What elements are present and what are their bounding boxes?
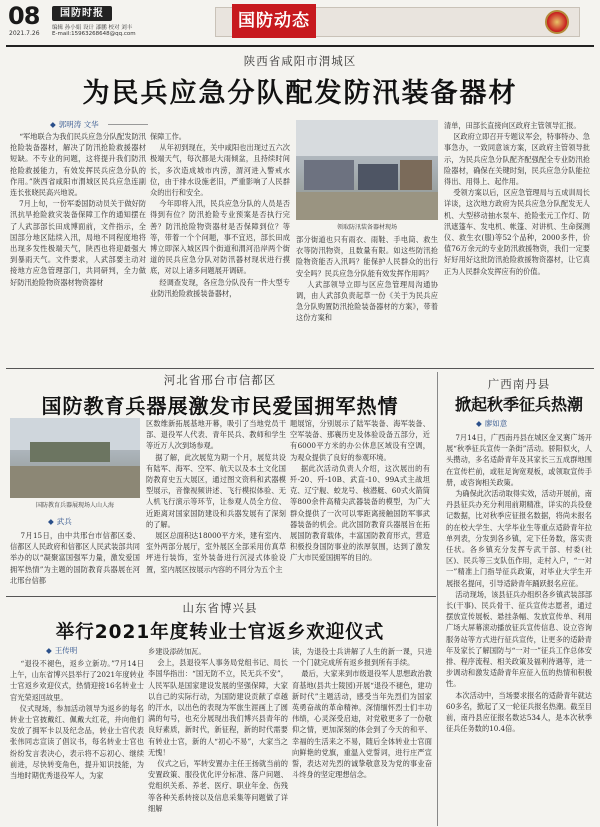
article1-col2: 保障工作。 从年初到现在，关中咸阳也出现过五六次极端天气，每次都是大雨倾盆，且持续时间长，多次造成城市内涝，渭河进入警戒水位，由于排水设施老旧，严重影响了人民群众的出行和安全。 今年即将入汛，民兵应急分队的人员是否得到有位？防汛抢险专业预案是否执行完善？防汛抢险物资器材是否保障到位？等等，带着一个个问题，事不宜迟，部长田成博立即深入城区四个街道和渭河沿岸两个街道的民兵应急分队对防汛器材现状进行摸底，对以上诸多问题展开调研。 经调查发现，各应急分队没有一件大型专业防汛抢险救援装备器材， <box>150 132 290 298</box>
contact-email: E-mail:15963268648@qq.com <box>52 31 136 37</box>
article4-headline: 举行2021年度转业士官返乡欢迎仪式 <box>55 622 385 643</box>
section-title: 国防动态 <box>238 11 310 31</box>
article2-byline-text: 武兵 <box>56 517 72 526</box>
article4-col3: 读，为退役士兵讲解了人生的新一课，只进一个门就完成所有返乡报到所有手续。 最后，大家来到市级退役军人思想政治教育基地(县共士陵园)开展“退役不褪色，建功新时代”主题活动，感受当年先烈们为国家英勇奋战的革命精神。深情缅怀烈士们丰功伟绩，心灵深受启迪，对党敬更多了一份敬仰之情，更加深刻的体会到了今天的和平、幸福的生活来之不易，随后全体转业士官面向鲜艳的党旗，重温入党誓词，进行庄严宣誓，表达对先烈的诚挚敬意及为党的事业奋斗终身的坚定理想信念。 <box>292 647 432 780</box>
article1-photo <box>296 120 438 220</box>
byline-diamond-icon: ◆ <box>476 419 482 428</box>
article1-byline <box>50 119 99 130</box>
article2-photo <box>10 418 140 498</box>
article2-byline <box>48 516 72 527</box>
article1-bottom-rule <box>6 368 594 369</box>
article3-headline: 掀起秋季征兵热潮 <box>454 395 583 414</box>
masthead-date: 2021.7.26 <box>9 30 40 37</box>
article4-col1: “退役不褪色，返乡立新功。”7月14日上午，山东省博兴县举行了2021年度转业士官返乡欢迎仪式，热情迎接16名转业士官光荣返回故里。 仪式现场，参加活动领导为返乡的每名转业士官披戴红、佩戴大红花，并向他们发放了拥军卡以及纪念品，转业士官代表张伟同志宣读了倡议书，每名转业士官也纷纷发言表决心，表示将不忘初心、继续前进，尽快转变角色，提升知识技能，为当地时期优秀退役军人，为家 <box>10 659 144 781</box>
article4-col2: 乡建设添砖加瓦。 会上，县退役军人事务局党组书记、局长李国华指出：“国无防不立，民无兵不安”，人民军队是国家建设发展的坚强保障，大家以自己的实际行动，为国防建设贡献了卓越的汗水，以出色的表现为军旅生涯画上了圆满的句号，也充分展现出我们博兴县青年的良好素质，新时代，新征程，新的时代需要有转业士官，新的人“初心不易”，大家当之无愧！ 仪式之后，军转安置办主任王扬就当前的安置政策、服役优化评分标准、落户问题、党组织关系、养老、医疗、职业年金、伤残等各种关系转接以及信息采集等问题做了详细解 <box>148 647 288 813</box>
article1-byline-text: 郭明涛 文华 <box>58 120 99 129</box>
article4-byline <box>46 645 77 656</box>
article4-byline-text: 王传明 <box>54 646 78 655</box>
banner-emblem <box>545 10 569 34</box>
article3-body: 7月14日，广西南丹县在城区金叉赛广场开展“秋季征兵宣传一条街”活动。骄阳似火，人头攒动，多名适龄青年及其家长三五成群地围在宣传栏前，或驻足询宽观板，或领取宣传手册，或咨询相关政策。 为确保此次活动取得实效，活动开展前，南丹县征兵办充分利用前期精准，详实的兵役登记数据，比对秋季应征报名数据，将尚未报名的在校大学生、大学毕业生等重点适龄青年拉单列表，分发到各乡镇，定下任务数，落实责任状。各乡镇充分发挥专武干部、村委(社区)、民兵等三支队伍作用，走村入户，“一对一”精准上门指导征兵政策，对毕业大学生开展报名提问，引导适龄青年踊跃报名应征。 活动现场，该县征兵办组织各乡镇武装部部长(干事)、民兵骨干、征兵宣传志愿者，通过摆放宣传展板、悬挂条幅、发放宣传单、利用广场大屏幕滚动播放征兵宣传信息、设立咨询服务站等方式进行征兵宣传，让更多的适龄青年及家长了解国防与“一对一”征兵工作总体安排、程序流程、相关政策及福利待遇等，进一步调动和激发适龄青年应征入伍的热情和积极性。 本次活动中，当场要求报名的适龄青年就达60多名，掀起了又一轮征兵报名热潮。截至目前，南丹县应征报名数达534人，是本次秋季征兵任务数的10.4倍。 <box>446 433 592 734</box>
article1-byline-line <box>108 124 148 125</box>
article3-byline <box>476 418 507 429</box>
article1-photo-caption: 领取防汛装备器材现场 <box>336 224 397 231</box>
editors-line: 编辑 孙小娟 设计 漆鹏 校对 刘丰 <box>52 25 133 31</box>
article2-side-divider <box>437 372 438 826</box>
byline-diamond-icon: ◆ <box>48 517 54 526</box>
byline-diamond-icon: ◆ <box>46 646 52 655</box>
article2-bottom-rule <box>6 596 436 597</box>
page-number: 08 <box>8 2 40 30</box>
paper-name-logo <box>52 6 112 21</box>
article1-col4: 清单，田部长直接向区政府主管领导汇报。 区政府立即召开专题议军会，特事特办、急事急办，一致同意该方案，区政府主管领导批示，为民兵应急分队配齐配强配全专业防汛抢险器材，确保在关键时刻，民兵应急分队能拉得出、用得上、起作用。 受领方案以后，区应急管理局与五成训局长详谈，这次地方政府为民兵应急分队配发无人机、大型移动抽水泵车、抢险张元工作灯、防汛遮篷车、发电机、帐篷、对讲机、生命探测仪、救生衣(服)等52个品种，2000多件，价值76万余元的专业防汛救援物资，我们一定要好好用好这批防汛抢险救援物资器材，让它真正为人民群众发挥应有的价值。 <box>444 121 590 276</box>
masthead-rule <box>6 45 594 47</box>
article2-headline: 国防教育兵器展激发市民爱国拥军热情 <box>41 394 399 418</box>
article1-kicker: 陕西省咸阳市渭城区 <box>243 54 357 68</box>
article1-col1: “军地联合为我们民兵应急分队配发防汛抢险装备器材，解决了防汛抢险救援器材短缺。不专业的问题，这将提升我们防汛抢险救援能力，有效发挥民兵应急分队的作用。”陕西省咸阳市渭城区民兵应急连副连长张晓民高兴地说。 7月上旬，一份军委国防动员关于做好防汛抗旱抢险救灾装备保障工作的通知摆在了人武部部长田成博面前，文件指示，全国部分地区陆续入汛，局地不同程度地将出现多发性极端天气，陕西也将迎最强大到暴雨天气。文件要求，人武部要主动对接地方应急管理部门，共同研判，全力做好防汛抢险物资器材物资器材 <box>10 132 146 287</box>
article1-col3: 部分街道也只有雨衣、雨鞋、手电筒、救生衣等防汛物资，且数量有限。如这些防汛抢险物资能否入汛吗？能保护人民群众的出行安全吗？民兵应急分队能有效发挥作用吗？ 人武部领导立即与区应急管理局沟通协调，由人武部负责起草一份《关于为民兵应急分队购置防汛抢险装备器材的方案》，带着这份方案和 <box>296 235 438 323</box>
article2-kicker: 河北省邢台市信都区 <box>163 373 277 387</box>
article4-kicker: 山东省博兴县 <box>182 601 258 615</box>
paper-name: 国防时报 <box>60 8 104 19</box>
section-title-box <box>232 4 316 38</box>
article2-col1: 7月15日，由中共邢台市信都区委、信都区人民政府和信都区人民武装部共同举办的以“凝聚富国强军力量，激发爱国拥军热情”为主题的国防教育兵器展在河北邢台信都 <box>10 531 140 585</box>
article2-photo-caption: 国防教育兵器展现场人山人海 <box>35 502 114 509</box>
article3-byline-text: 廖如意 <box>484 419 508 428</box>
masthead <box>0 0 600 44</box>
article2-col2: 区数维新拓展基地开幕，吸引了当地党员干部、退役军人代表、青年民兵、教师和学生等近万人次到场参观。 据了解，此次展览为期一个月，展览共设有陆军、海军、空军、航天以及本土文化国防教育史五大展区，通过图文资料和武器模型展示，音像视频讲述、飞行模拟体验、无人机飞行演示等环节，让参观人员全方位、近距离对国家国防建设和兵器发展有了深刻的了解。 展区总面积达18000平方米，建有室内、室外两部分展厅，室外展区全部采用仿真草坪进行装饰，室外装备进行沉浸式体验设置，室内展区按展示内容的不同分为五个主 <box>146 419 286 574</box>
article3-kicker: 广西南丹县 <box>487 377 551 391</box>
byline-diamond-icon: ◆ <box>50 120 56 129</box>
article2-col3: 题展馆，分别展示了陆军装备、海军装备、空军装备、那襄历史及体验设备五部分，近有6000平方米的办公休息区域设有空调，为观众提供了良好的参观环境。 据此次活动负责人介绍，这次展出的有歼-20、歼-10B、武直-10、99A式主战坦克、辽宁舰、蛟龙号、核潜艇、60式火箭筒等800余件高精尖武器装备的模型，为广大群众提供了一次可以零距离接触国防军事武器装备的机会。此次国防教育兵器展旨在拓展国防教育载体，丰富国防教育形式，营造积极投身国防事业的浓厚氛围，达到了激发广大市民爱国拥军的目的。 <box>290 419 430 563</box>
article1-headline: 为民兵应急分队配发防汛装备器材 <box>82 78 518 109</box>
